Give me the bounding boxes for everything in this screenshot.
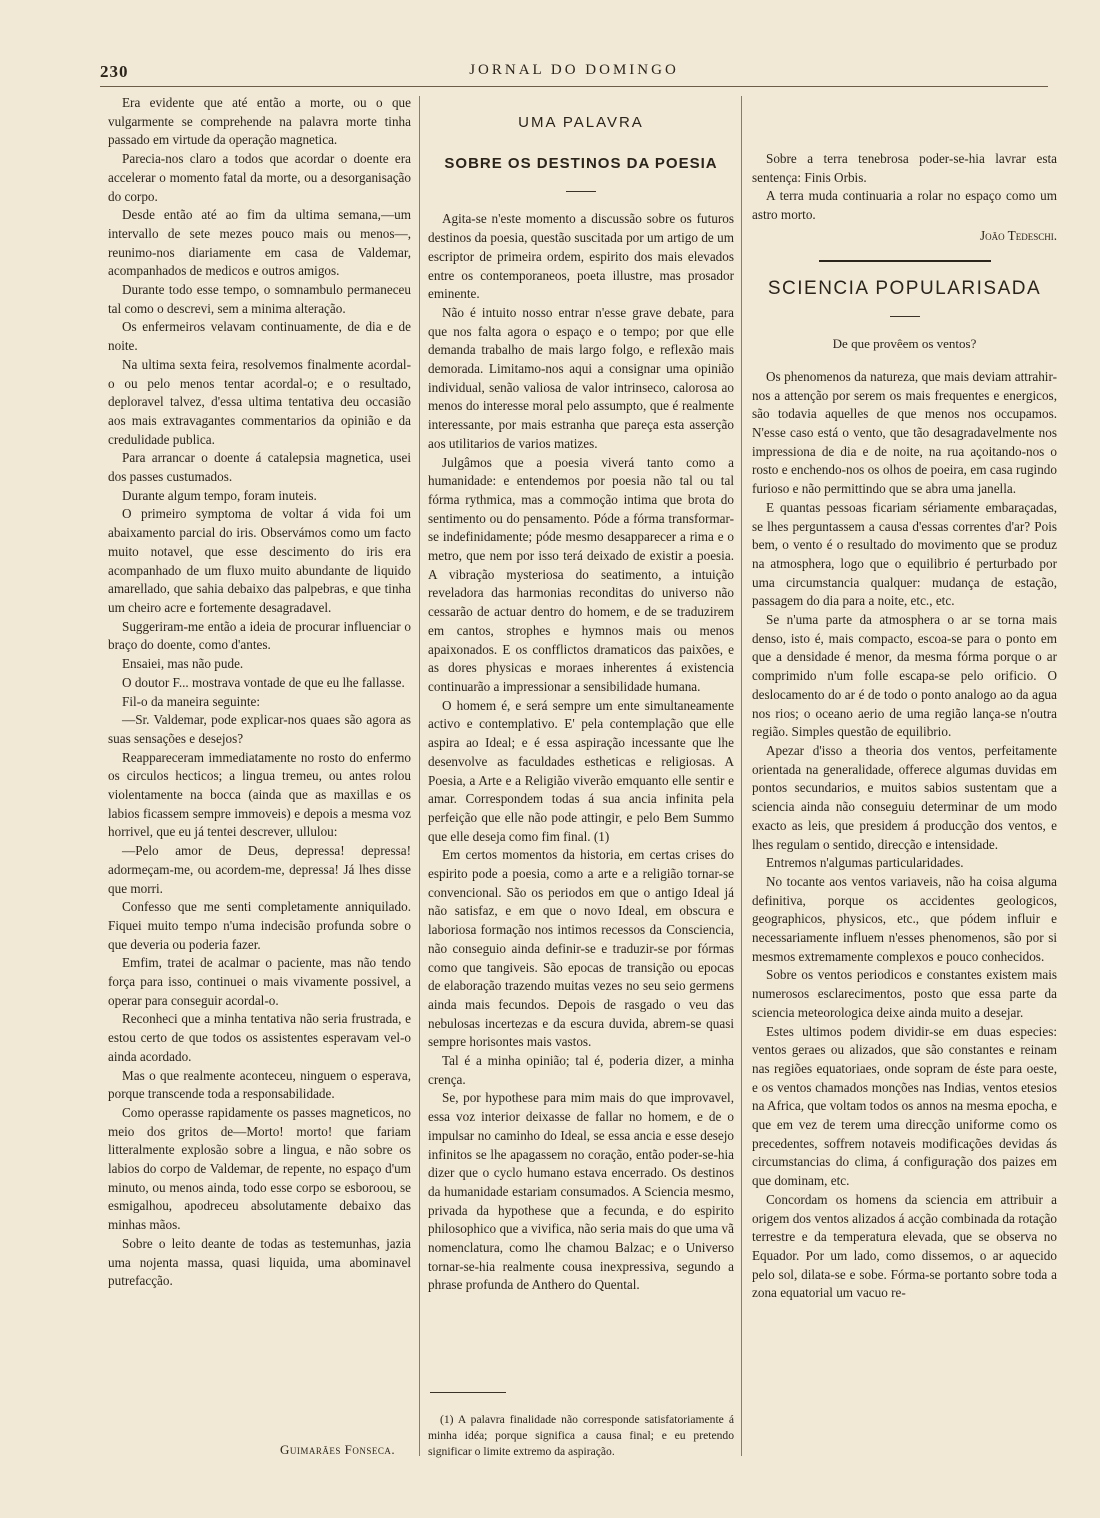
paragraph: Ensaiei, mas não pude. [122,656,244,672]
article-title: SOBRE OS DESTINOS DA POESIA [444,154,718,172]
column-2 [428,94,734,1295]
paragraph: Mas o que realmente aconteceu, ninguem o esperava, porque transcende toda a responsabilidade. [108,1067,411,1102]
paragraph: Na ultima sexta feira, resolvemos finalmente acordal-o ou pelo menos tentar acordal-o; e o resultado, deploravel talvez, d'essa ultima tentativa deu occasião aos mais extravagantes commentarios da opinião e da credulidade publica. [108,356,411,447]
paragraph: Durante todo esse tempo, o somnambulo permaneceu tal como o descrevi, sem a minima alteração. [108,282,411,316]
section-title: SCIENCIA POPULARISADA [767,277,1042,299]
paragraph: Sobre os ventos periodicos e constantes existem mais numerosos esclarecimentos, posto que essa parte da sciencia meteorologica deixe ainda muito a desejar. [752,967,1057,1020]
paragraph: Desde então até ao fim da ultima semana,—um intervallo de sete mezes pouco mais ou menos—, reunimo-nos diariamente em casa de Valdemar, acompanhados de medicos e outros amigos. [108,207,411,279]
article-title: UMA PALAVRA [518,114,644,131]
paragraph: Reappareceram immediatamente no rosto do enfermo os circulos hecticos; a lingua tremeu, ou antes rolou violentamente na bocca (ainda que as maxillas e os labios ficassem sempre immoveis) e depois a mesma voz horrivel, que eu já tentei descrever, ullulou: [108,749,411,840]
paragraph: Tal é a minha opinião; tal é, poderia dizer, a minha crença. [428,1053,734,1087]
paragraph: Estes ultimos podem dividir-se em duas especies: ventos geraes ou alizados, que são constantes e reinam nas regiões equatoriaes, onde sopram de éste para oeste, e os ventos chamados monções nas Indias, ventos etesios na Africa, que voltam todos os annos na mesma epocha, e que em vez de terem uma direcção uniforme como os precedentes, soffrem notaveis modificações devidas ás circumstancias do clima, á configuração dos paizes em que dominam, etc. [752,1023,1057,1189]
paragraph: Suggeriram-me então a ideia de procurar influenciar o braço do doente, como d'antes. [108,618,411,653]
paragraph: Concordam os homens da sciencia em attribuir a origem dos ventos alizados á acção combinada da rotação terrestre e da temperatura elevada, que se observa no Equador. Por um lado, como dissemos, o ar aquecido pelo sol, dilata-se e sobe. Fórma-se portanto sobre toda a zona equatorial um vacuo re- [752,1191,1057,1301]
column-divider [419,96,420,1456]
paragraph: Agita-se n'este momento a discussão sobre os futuros destinos da poesia, questão suscitada por um artigo de um escriptor de primeira ordem, espirito dos mais elevados entre os contemporaneos, poeta illustre, mas prosador eminente. [428,211,734,302]
column-divider [741,96,742,1456]
paragraph: Durante algum tempo, foram inuteis. [122,487,317,503]
author-signature: Guimarães Fonseca. [280,1442,396,1457]
paragraph: Reconheci que a minha tentativa não seria frustrada, e estou certo de que todos os assistentes esperavam vel-o ainda acordado. [108,1011,411,1064]
paragraph: O doutor F... mostrava vontade de que eu lhe fallasse. [122,674,405,690]
paragraph: Como operasse rapidamente os passes magneticos, no meio dos gritos de—Morto! morto! que fariam litteralmente explosão sobre a lingua, e não sobre os labios do corpo de Valdemar, de repente, no espaço d'um minuto, ou menos ainda, todo esse corpo se esboroou, se esmigalhou, apodreceu absolutamente debaixo das minhas mãos. [108,1104,411,1233]
page-number: 230 [100,62,129,81]
column-1 [108,94,411,1291]
paragraph: A terra muda continuaria a rolar no espaço como um astro morto. [752,188,1057,223]
title-rule [566,191,596,192]
paragraph: Entremos n'algumas particularidades. [766,855,964,871]
paragraph: Sobre o leito deante de todas as testemunhas, jazia uma nojenta massa, quasi liquida, uma abominavel putrefacção. [108,1235,411,1289]
title-rule [890,316,920,317]
header-rule [100,86,1048,87]
paragraph: Era evidente que até então a morte, ou o que vulgarmente se comprehende na palavra morte tinha passado em virtude da operação magnetica. [108,95,411,148]
section-divider [819,260,991,262]
author-signature: João Tedeschi. [979,227,1057,243]
paragraph: No tocante aos ventos variaveis, não ha coisa alguma definitiva, porque os accidentes geologicos, geographicos, physicos, etc., que pódem influir e necessariamente influem n'esses phenomenos, são por si mesmos extremamente complexos e pouco conhecidos. [752,873,1057,964]
paragraph: Fil-o da maneira seguinte: [122,693,261,709]
column-3 [752,150,1057,1303]
paragraph: Os enfermeiros velavam continuamente, de dia e de noite. [108,319,411,354]
paragraph: Parecia-nos claro a todos que acordar o doente era accelerar o momento fatal da morte, ou a desorganisação do corpo. [108,151,411,204]
paragraph: Emfim, tratei de acalmar o paciente, mas não tendo força para isso, continuei o mais vivamente possivel, a operar para conseguir acordal-o. [108,955,411,1008]
paragraph: Julgâmos que a poesia viverá tanto como a humanidade: e entendemos por poesia não tal ou tal fórma rythmica, mas a commoção intima que brota do sentimento ou do pensamento. Póde a fórma transformar-se indefinidamente; póde mesmo desapparecer a rima e o metro, que nem por isso terá deixado de existir a poesia. A vibração mysteriosa do seatimento, a intuição reveladora das harmonias reconditas do universo não cessarão de actuar dentro do homem, e de se traduzirem em cantos, strophes e hymnos mais ou menos apaixonados. E os confflictos dramaticos das paixões, e as dores physicas e moraes inherentes á existencia continuarão a impressionar a sensibilidade humana. [428,454,734,694]
footnote-rule [430,1392,506,1393]
paragraph: Em certos momentos da historia, em certas crises do espirito pode a poesia, como a arte e a religião tornar-se convencional. São os periodos em que o antigo Ideal já não satisfaz, e em que o novo Ideal, em obscura e laboriosa formação nos intimos recessos da Consciencia, não conseguio ainda definir-se e traduzir-se por fórmas como que tangiveis. São epocas de transição ou epocas de elaboração trazendo muitas vezes no seu seio germens ainda mais fecundos. Depois de rasgado o veu das nebulosas incertezas e da escura duvida, abrem-se quasi sempre horisontes mais vastos. [428,847,734,1050]
paragraph: Os phenomenos da natureza, que mais deviam attrahir-nos a attenção por serem os mais frequentes e energicos, são todavia aquelles de que menos nos occupamos. N'esse caso está o vento, que tão desagradavelmente nos impressiona de dia e de noite, na rua açoitando-nos o rosto e enchendo-nos os olhos de poeira, em casa rugindo furioso e não permittindo que se abra uma janella. [752,368,1057,497]
paragraph: Apezar d'isso a theoria dos ventos, perfeitamente orientada na generalidade, offerece algumas duvidas em pontos secundarios, e muitos sabios sustentam que a sciencia ainda não conseguiu determinar de um modo exacto as leis, que presidem á producção dos ventos, e lhes regulam o sentido, direcção e intensidade. [752,742,1057,852]
paragraph: Não é intuito nosso entrar n'esse grave debate, para que nos falta agora o espaço e o tempo; por que elle demanda trabalho de mais largo folgo, e reflexão mais demorada. Limitamo-nos aqui a consignar uma opinião individual, senão valiosa de valor intrinseco, calorosa ao menos do interesse moral pelo assumpto, que é realmente interessante, por mais estranha que pareça esta asserção aos utilitarios de varios matizes. [428,304,734,451]
paragraph: Confesso que me senti completamente anniquilado. Fiquei muito tempo n'uma indecisão profunda sobre o que deveria ou poderia fazer. [108,899,411,952]
journal-title: JORNAL DO DOMINGO [469,62,679,78]
footnote [428,1412,734,1460]
paragraph: —Sr. Valdemar, pode explicar-nos quaes são agora as suas sensações e desejos? [108,712,411,746]
footnote-text: (1) A palavra finalidade não corresponde satisfatoriamente á minha idéa; porque significa a causa final; e eu pretendo significar o limite extremo da aspiração. [428,1413,734,1458]
paragraph: E quantas pessoas ficariam sériamente embaraçadas, se lhes perguntassem a causa d'essas correntes d'ar? Pois bem, o vento é o resultado do movimento que se produz na atmosphera, logo que o equilibrio é perturbado por uma circumstancia qualquer: mudança de estação, passagem do dia para a noite, etc., etc. [752,499,1057,609]
paragraph: Se n'uma parte da atmosphera o ar se torna mais denso, isto é, mais compacto, escoa-se para o ponto em que a densidade é menor, da mesma fórma porque o ar comprimido n'um folle escapa-se pelo orificio. O deslocamento do ar é de todo o ponto analogo ao da agua nos rios; o oceano aerio de uma região lança-se n'outra região. Simples questão de equilibrio. [752,612,1057,740]
paragraph: Se, por hypothese para mim mais do que improvavel, essa voz interior deixasse de fallar no homem, e de o impulsar no caminho do Ideal, se essa ancia e esse desejo infinitos se lhe apagassem no coração, então poder-se-hia dizer que o cyclo humano estava encerrado. Os destinos da humanidade estariam consumados. A Sciencia mesmo, privada da hypothese que a fecunda, e do espirito philosophico que a vivifica, não seria mais do que uma vã nomenclatura, como lhe chamou Balzac; e o Universo tornar-se-hia realmente cousa inexpressiva, segundo a phrase profunda de Anthero do Quental. [428,1090,734,1293]
paragraph: —Pelo amor de Deus, depressa! depressa! adormeçam-me, ou acordem-me, depressa! Já lhes disse que morri. [108,843,411,896]
article-subtitle: De que provêem os ventos? [832,336,977,352]
paragraph: O primeiro symptoma de voltar á vida foi um abaixamento parcial do iris. Observámos como um facto muito notavel, que esse descimento do iris era acompanhado de um fluxo muito abundante de liquido amarellado, que sahia debaixo das palpebras, e que tinha um cheiro acre e fortemente desagradavel. [108,506,411,615]
paragraph: O homem é, e será sempre um ente simultaneamente activo e contemplativo. E' pela contemplação que elle aspira ao Ideal; e é essa aspiração incessante que lhe desenvolve as faculdades estheticas e religiosas. A Poesia, a Arte e a Religião viverão emquanto elle sentir e amar. Correspondem todas á sua ancia infinita pela perfeição que elle não pode attingir, e pelo Bem Summo que elle deseja como fim final. (1) [428,697,734,844]
page-header [100,62,1048,82]
paragraph: Sobre a terra tenebrosa poder-se-hia lavrar esta sentença: Finis Orbis. [752,151,1057,185]
paragraph: Para arrancar o doente á catalepsia magnetica, usei dos passes custumados. [108,450,411,485]
